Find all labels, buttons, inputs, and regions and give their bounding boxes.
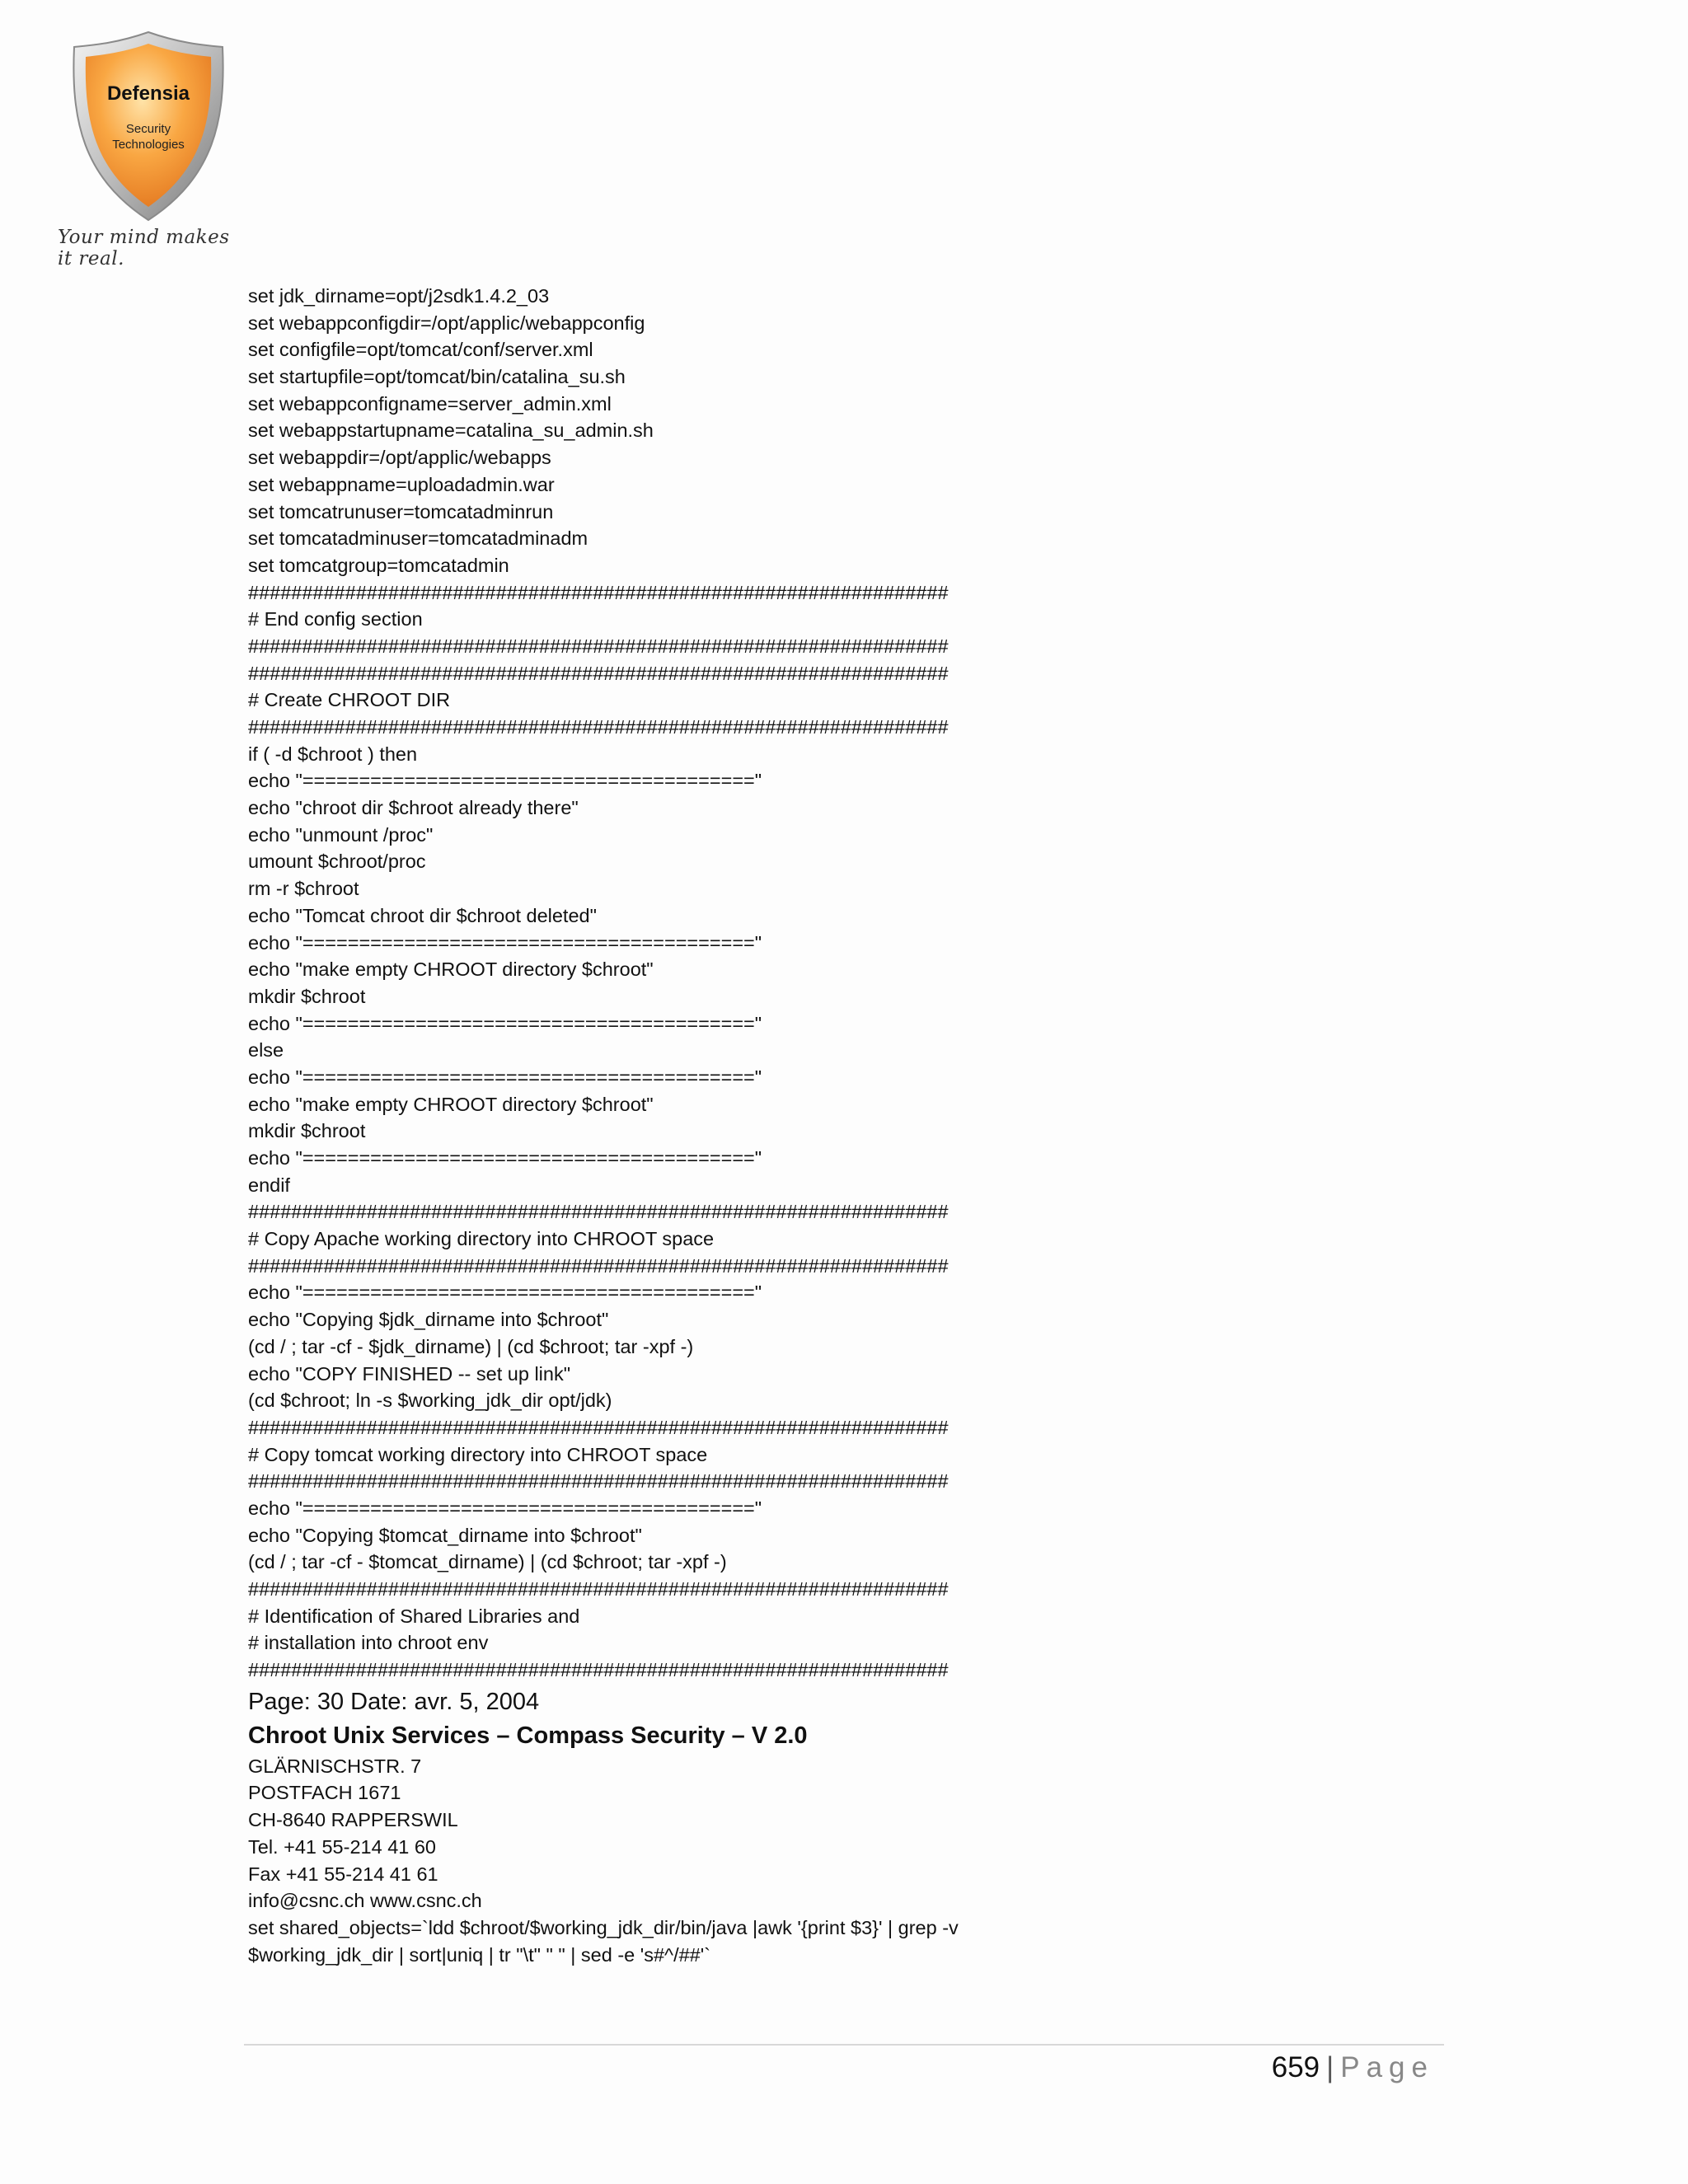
- code-line: #################################################################: [248, 662, 949, 684]
- code-line: if ( -d $chroot ) then: [248, 743, 418, 765]
- code-line: set configfile=opt/tomcat/conf/server.xml: [248, 339, 593, 361]
- code-line: # Identification of Shared Libraries and: [248, 1605, 580, 1627]
- code-line: $working_jdk_dir | sort|uniq | tr "\t" " " | sed -e 's#^/##'`: [248, 1943, 711, 1966]
- code-line: #################################################################: [248, 1470, 949, 1493]
- code-line: set startupfile=opt/tomcat/bin/catalina_su.sh: [248, 366, 626, 388]
- code-line: #################################################################: [248, 635, 949, 657]
- code-line: echo "Copying $jdk_dirname into $chroot": [248, 1309, 609, 1331]
- code-line: echo "make empty CHROOT directory $chroot": [248, 958, 654, 981]
- code-line: echo "COPY FINISHED -- set up link": [248, 1362, 571, 1385]
- code-line: rm -r $chroot: [248, 878, 359, 900]
- code-line: mkdir $chroot: [248, 985, 366, 1007]
- logo-tagline: Your mind makes it real.: [58, 227, 230, 269]
- code-line: set webappstartupname=catalina_su_admin.sh: [248, 419, 654, 442]
- code-line: # Create CHROOT DIR: [248, 689, 451, 711]
- code-line: (cd $chroot; ln -s $working_jdk_dir opt/jdk): [248, 1390, 612, 1412]
- code-listing-continued: [248, 1915, 1443, 1968]
- code-line: #################################################################: [248, 581, 949, 603]
- code-line: set shared_objects=`ldd $chroot/$working_jdk_dir/bin/java |awk '{print $3}' | grep -v: [248, 1916, 959, 1938]
- address-line: POSTFACH 1671: [248, 1782, 401, 1804]
- code-listing: [248, 283, 1443, 1684]
- code-line: echo "========================================": [248, 1282, 762, 1304]
- document-title: Chroot Unix Services – Compass Security – V 2.0: [248, 1722, 808, 1749]
- address-line: Fax +41 55-214 41 61: [248, 1863, 438, 1885]
- code-line: #################################################################: [248, 1659, 949, 1681]
- code-line: set webappname=uploadadmin.war: [248, 473, 555, 495]
- code-line: #################################################################: [248, 1201, 949, 1223]
- code-line: set jdk_dirname=opt/j2sdk1.4.2_03: [248, 285, 550, 307]
- code-line: echo "========================================": [248, 770, 762, 792]
- code-line: set tomcatadminuser=tomcatadminadm: [248, 527, 588, 550]
- code-line: #################################################################: [248, 1254, 949, 1277]
- code-line: echo "chroot dir $chroot already there": [248, 797, 579, 819]
- code-line: mkdir $chroot: [248, 1120, 366, 1142]
- code-line: else: [248, 1039, 284, 1062]
- code-line: #################################################################: [248, 1578, 949, 1600]
- code-line: umount $chroot/proc: [248, 851, 426, 873]
- address-line: info@csnc.ch www.csnc.ch: [248, 1890, 482, 1912]
- page-info: Page: 30 Date: avr. 5, 2004: [248, 1688, 540, 1715]
- footer-separator: |: [1326, 2051, 1334, 2083]
- defensia-logo: [58, 29, 239, 260]
- code-line: echo "========================================": [248, 1012, 762, 1034]
- code-line: # Copy tomcat working directory into CHROOT space: [248, 1443, 708, 1465]
- code-line: echo "========================================": [248, 931, 762, 954]
- code-line: set webappconfigdir=/opt/applic/webappconfig: [248, 312, 645, 334]
- code-line: echo "========================================": [248, 1497, 762, 1519]
- shield-logo-icon: [58, 29, 239, 227]
- code-line: set webappconfigname=server_admin.xml: [248, 392, 612, 415]
- code-line: endif: [248, 1174, 290, 1196]
- code-line: #################################################################: [248, 716, 949, 738]
- page-label: Page: [1340, 2051, 1434, 2083]
- address-line: GLÄRNISCHSTR. 7: [248, 1755, 422, 1777]
- document-body: [248, 283, 1443, 1968]
- code-line: echo "========================================": [248, 1147, 762, 1169]
- code-line: # End config section: [248, 608, 423, 630]
- code-line: echo "unmount /proc": [248, 823, 434, 846]
- code-line: echo "Tomcat chroot dir $chroot deleted": [248, 904, 597, 926]
- logo-line2: Technologies: [112, 138, 185, 152]
- footer-divider: [244, 2044, 1444, 2046]
- code-line: set tomcatrunuser=tomcatadminrun: [248, 500, 554, 523]
- code-line: set webappdir=/opt/applic/webapps: [248, 447, 551, 469]
- code-line: echo "Copying $tomcat_dirname into $chroot": [248, 1524, 642, 1546]
- code-line: echo "make empty CHROOT directory $chroot": [248, 1093, 654, 1115]
- code-line: (cd / ; tar -cf - $tomcat_dirname) | (cd $chroot; tar -xpf -): [248, 1551, 727, 1573]
- address-line: CH-8640 RAPPERSWIL: [248, 1809, 458, 1831]
- logo-brand: Defensia: [106, 82, 190, 105]
- code-line: set tomcatgroup=tomcatadmin: [248, 554, 509, 576]
- logo-line1: Security: [125, 122, 171, 136]
- code-line: echo "========================================": [248, 1066, 762, 1088]
- code-line: #################################################################: [248, 1416, 949, 1438]
- address-line: Tel. +41 55-214 41 60: [248, 1835, 437, 1858]
- address-block: [248, 1753, 1443, 1915]
- code-line: (cd / ; tar -cf - $jdk_dirname) | (cd $chroot; tar -xpf -): [248, 1335, 694, 1357]
- code-line: # installation into chroot env: [248, 1632, 489, 1654]
- page-footer: [1272, 2047, 1434, 2088]
- code-line: # Copy Apache working directory into CHROOT space: [248, 1228, 715, 1250]
- page-number: 659: [1271, 2051, 1320, 2083]
